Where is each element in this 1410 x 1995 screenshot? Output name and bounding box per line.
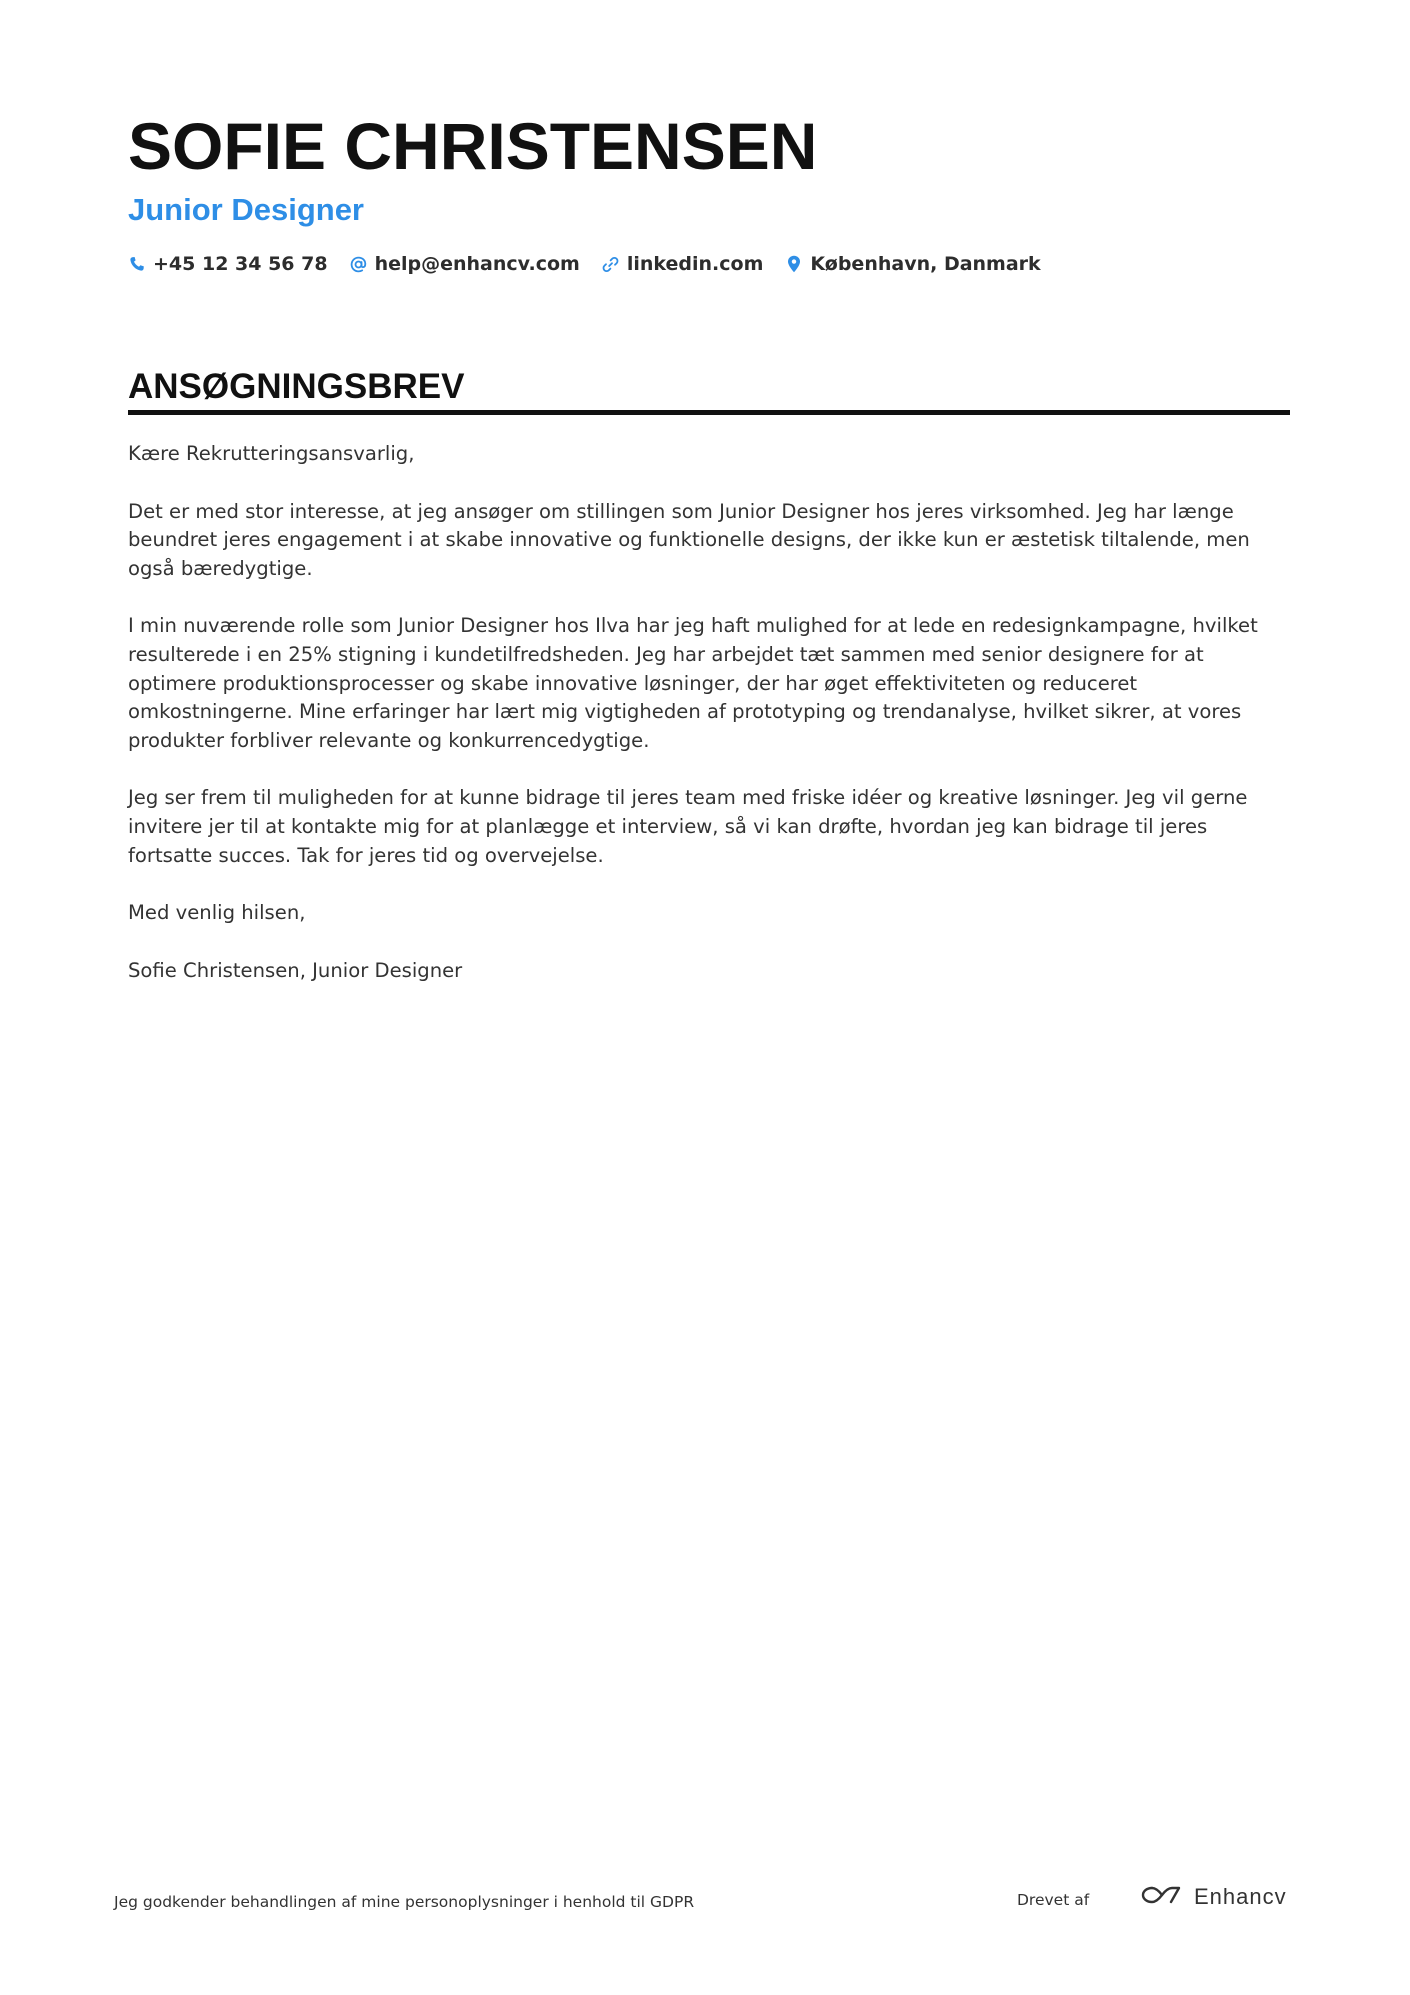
gdpr-consent: Jeg godkender behandlingen af mine personoplysninger i henhold til GDPR <box>114 1893 695 1911</box>
letter-paragraph-1: Det er med stor interesse, at jeg ansøger om stillingen som Junior Designer hos jeres virksomhed. Jeg har længe beundret jeres engagement i at skabe innovative og funktionelle designs, der ikke kun er æstetisk tiltalende, men også bæredygtige. <box>128 499 1250 580</box>
letter-signature: Sofie Christensen, Junior Designer <box>128 958 463 982</box>
powered-by-label: Drevet af <box>1017 1891 1090 1909</box>
location-pin-icon <box>785 254 803 274</box>
candidate-role: Junior Designer <box>128 192 364 227</box>
brand-logo[interactable] <box>1138 1882 1287 1912</box>
letter-body <box>128 440 1294 1014</box>
contact-bar <box>128 253 1041 275</box>
section-divider <box>128 410 1290 415</box>
letter-greeting: Kære Rekrutteringsansvarlig, <box>128 442 415 465</box>
link-icon <box>602 254 620 274</box>
contact-linkedin[interactable] <box>602 253 764 275</box>
brand-name: Enhancv <box>1194 1884 1287 1909</box>
phone-icon <box>128 254 146 274</box>
letter-closing: Med venlig hilsen, <box>128 901 306 925</box>
contact-phone-text: +45 12 34 56 78 <box>153 253 328 275</box>
contact-email[interactable] <box>350 253 580 275</box>
enhancv-logo-icon <box>1138 1882 1184 1912</box>
letter-paragraph-3: Jeg ser frem til muligheden for at kunne bidrage til jeres team med friske idéer og kreative løsninger. Jeg vil gerne invitere jer til at kontakte mig for at planlægge et interview, så vi kan drøfte, hvordan jeg kan bidrage til jeres fortsatte succes. Tak for jeres tid og overvejelse. <box>128 786 1248 867</box>
contact-email-text: help@enhancv.com <box>374 253 580 275</box>
letter-paragraph-2: I min nuværende rolle som Junior Designer hos Ilva har jeg haft mulighed for at lede en redesignkampagne, hvilket resulterede i en 25% stigning i kundetilfredsheden. Jeg har arbejdet tæt sammen med senior designere for at optimere produktionsprocesser og skabe innovative løsninger, der har øget effektiviteten og reduceret omkostningerne. Mine erfaringer har lært mig vigtigheden af prototyping og trendanalyse, hvilket sikrer, at vores produkter forbliver relevante og konkurrencedygtige. <box>128 614 1258 752</box>
candidate-name: SOFIE CHRISTENSEN <box>128 109 818 183</box>
section-title: ANSØGNINGSBREV <box>128 367 465 406</box>
contact-phone <box>128 253 328 275</box>
contact-linkedin-text: linkedin.com <box>626 253 764 275</box>
contact-location <box>785 253 1040 275</box>
at-icon <box>350 254 368 274</box>
contact-location-text: København, Danmark <box>810 253 1041 275</box>
